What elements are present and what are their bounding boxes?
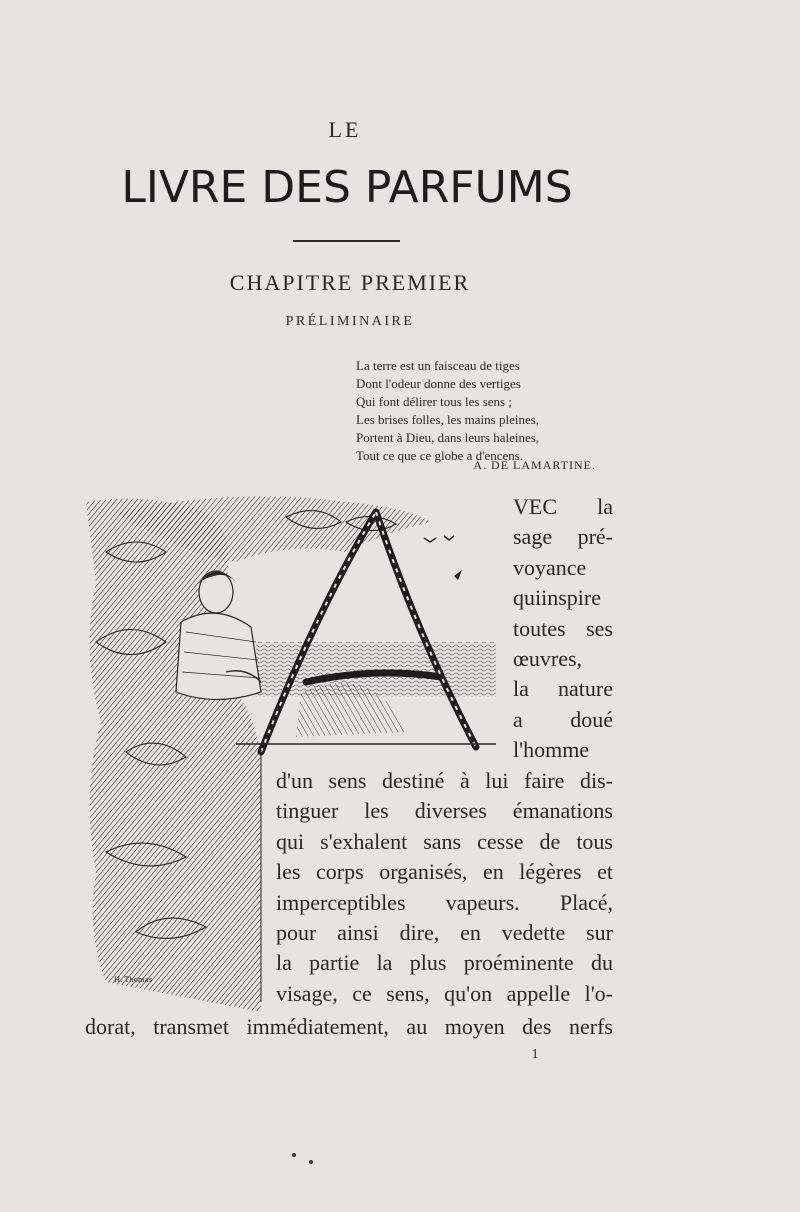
text-line: toutes ses (513, 615, 613, 641)
paper-speck (309, 1160, 313, 1164)
text-line: sage pré- (513, 524, 613, 550)
text-line: imperceptibles vapeurs. Placé, (276, 889, 613, 915)
epigraph-line: Dont l'odeur donne des vertiges (356, 376, 521, 391)
text-line: dorat, transmet immédiatement, au moyen des nerfs (85, 1014, 613, 1039)
paragraph-narrow-column (513, 492, 613, 766)
text-line: qui s'exhalent sans cesse de tous (276, 828, 613, 854)
epigraph-line: Qui font délirer tous les sens ; (356, 394, 512, 409)
text-line: quiinspire (513, 585, 601, 611)
epigraph-line: Tout ce que ce globe a d'encens. (356, 448, 524, 463)
text-line: a doué (513, 706, 613, 732)
epigraph-line: Les brises folles, les mains pleines, (356, 412, 540, 427)
text-line: œuvres, (513, 645, 583, 671)
text-line: d'un sens destiné à lui faire dis- (276, 768, 613, 793)
epigraph-author: A. DE LAMARTINE. (473, 458, 596, 472)
paragraph-full-width (85, 1012, 613, 1042)
text-line: tinguer les diverses émanations (276, 798, 613, 824)
paper-speck (292, 1153, 296, 1157)
text-line: visage, ce sens, qu'on appelle l'o- (276, 980, 613, 1006)
text-line: la nature (513, 676, 613, 702)
text-line: la partie la plus proéminente du (276, 950, 613, 976)
engraving-signature: H. Thomas (114, 976, 153, 984)
text-line: les corps organisés, en légères et (276, 859, 613, 885)
book-title: LIVRE DES PARFUMS (121, 162, 573, 213)
chapter-heading: CHAPITRE PREMIER (229, 270, 471, 295)
epigraph-line: La terre est un faisceau de tiges (356, 358, 520, 373)
page-number: 1 (531, 1047, 539, 1062)
text-line: voyance (513, 554, 587, 580)
title-article: LE (328, 117, 362, 142)
epigraph-line: Portent à Dieu, dans leurs haleines, (356, 430, 540, 445)
text-line: l'homme (513, 737, 590, 763)
paragraph-wide-column (276, 766, 613, 1009)
text-line: pour ainsi dire, en vedette sur (276, 919, 613, 945)
text-line: VEC la (513, 494, 613, 519)
chapter-subtitle: PRÉLIMINAIRE (285, 314, 415, 329)
title-rule (293, 240, 400, 242)
epigraph (356, 357, 596, 465)
